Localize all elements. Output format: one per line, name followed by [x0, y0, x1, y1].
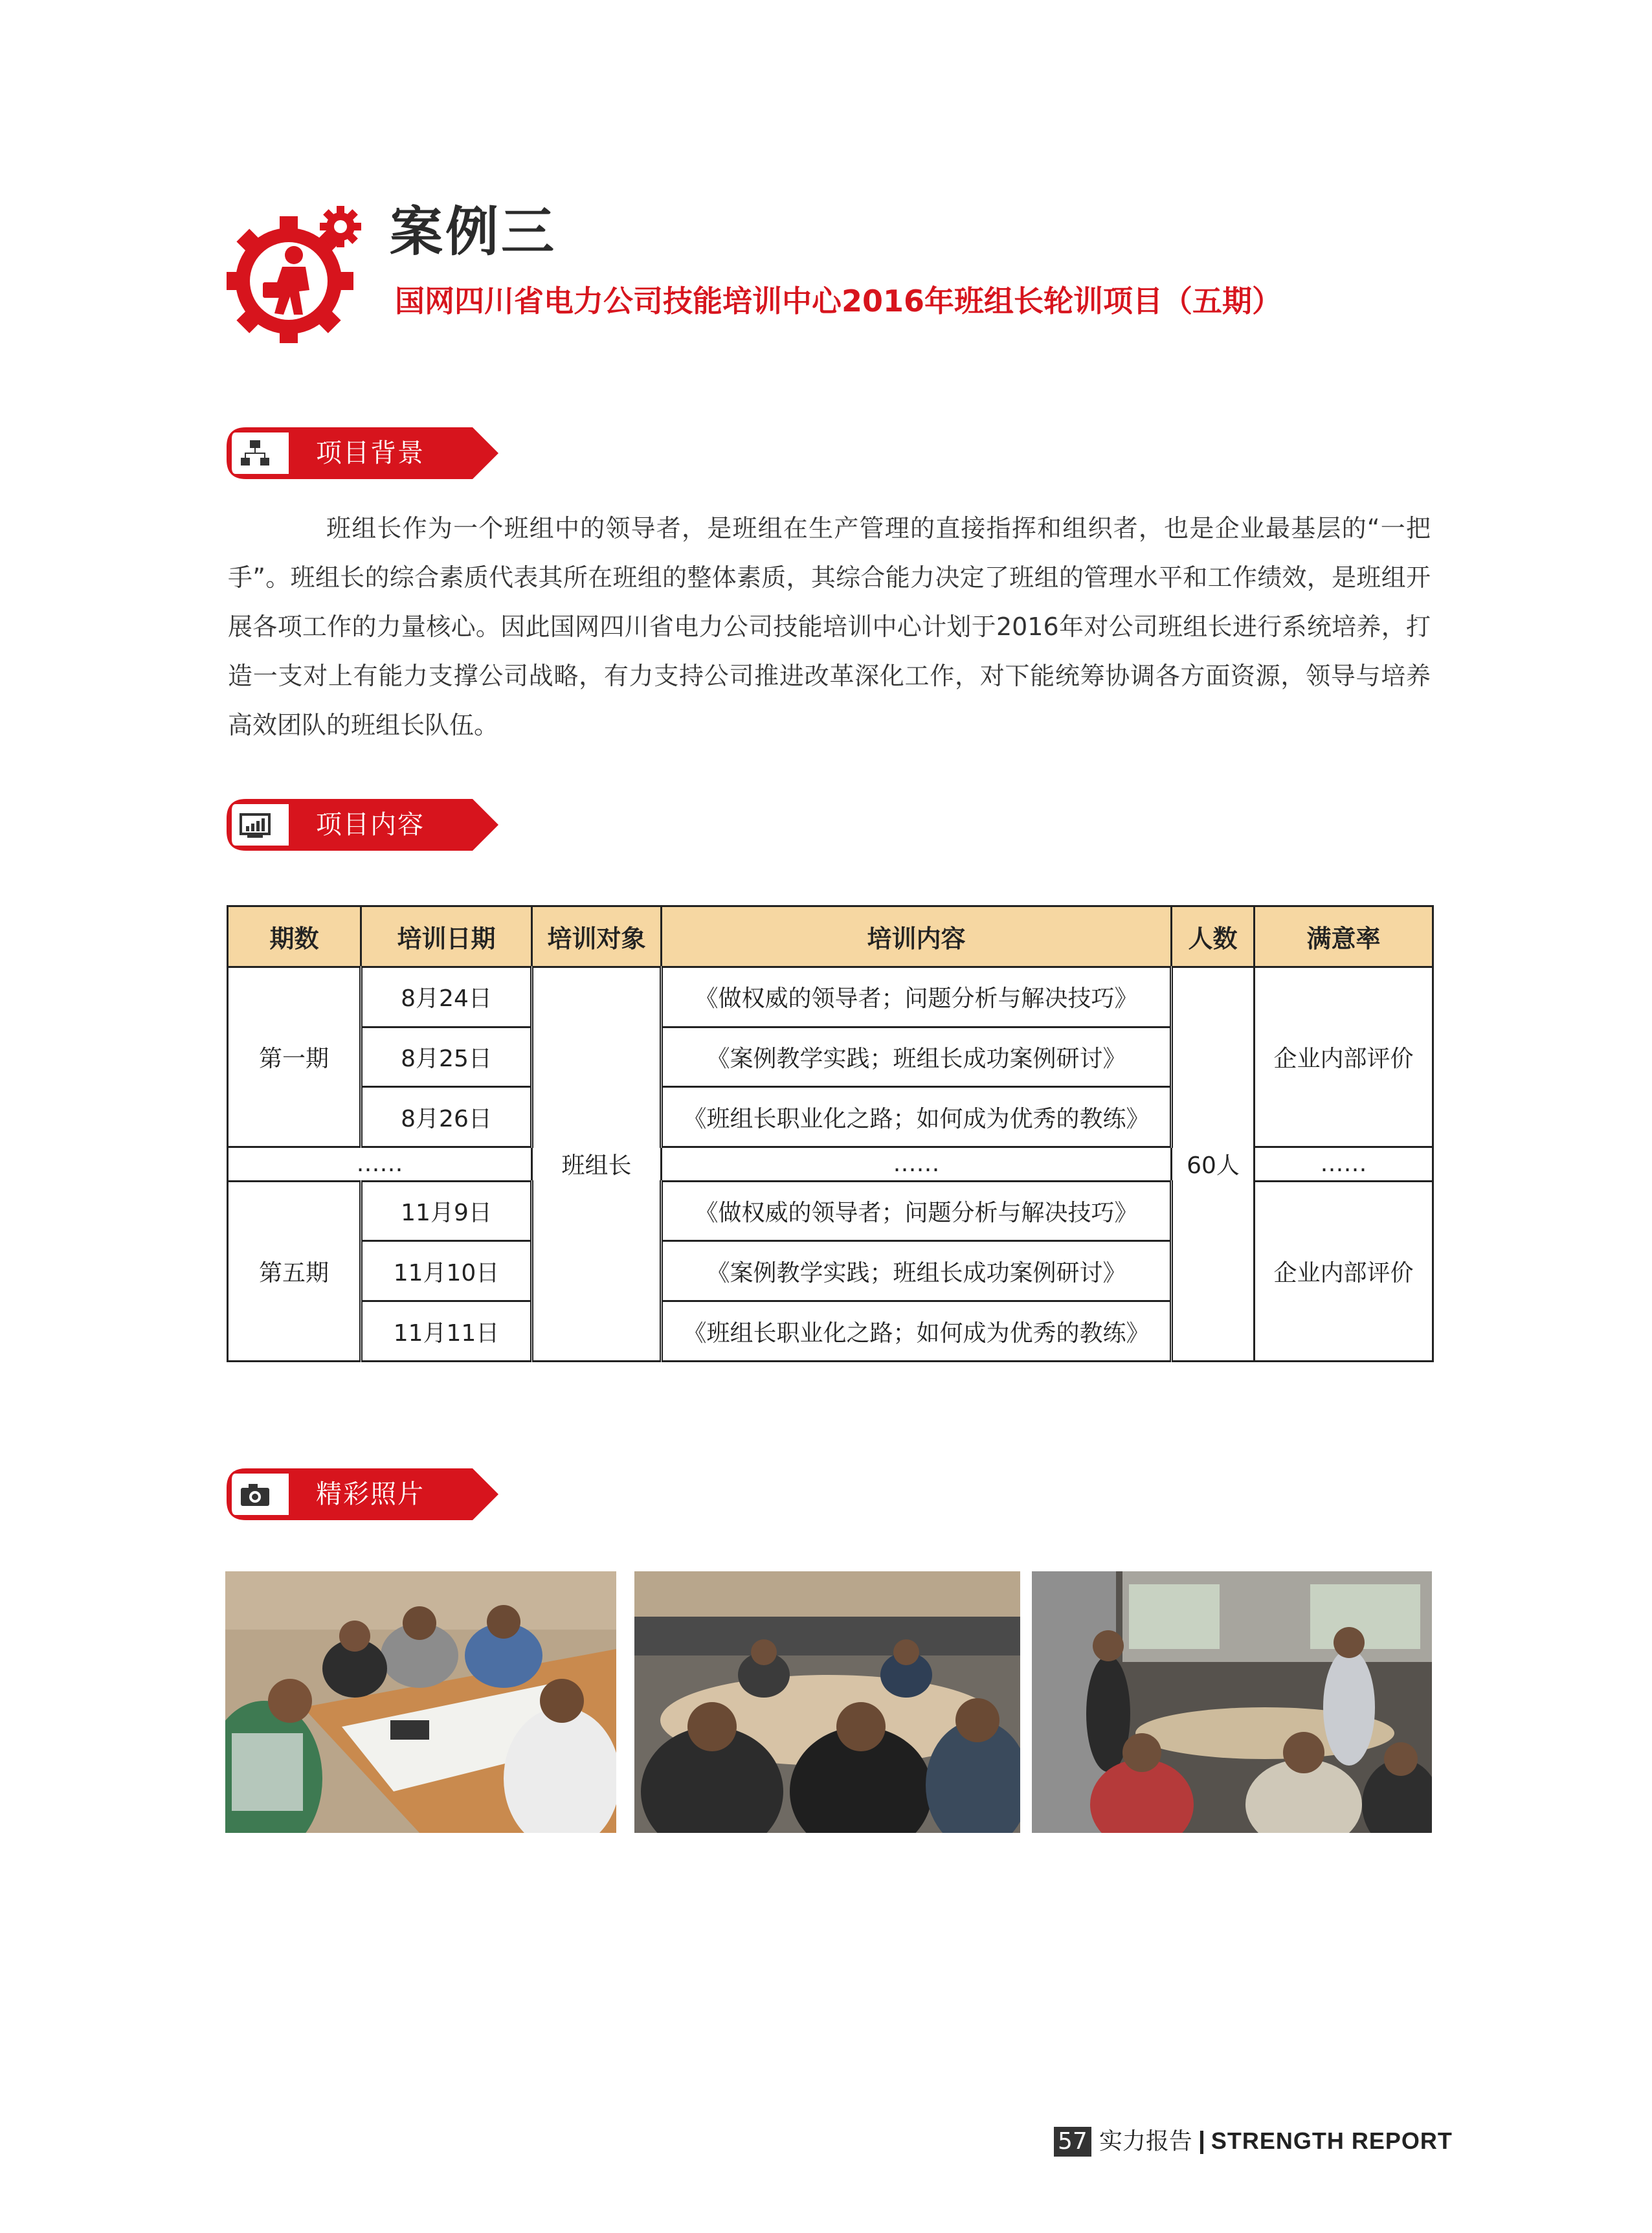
training-photo-2 — [634, 1571, 1020, 1833]
date-cell: 8月26日 — [361, 1087, 532, 1147]
background-text: 班组长作为一个班组中的领导者，是班组在生产管理的直接指挥和组织者，也是企业最基层的“一把手”。班组长的综合素质代表其所在班组的整体素质，其综合能力决定了班组的管理水平和工作绩效，是班组开展各项工作的力量核心。因此国网四川省电力公司技能培训中心计划于2016年对公司班组长进行系统培养，打造一支对上有能力支撑公司战略，有力支持公司推进改革深化工作，对下能统筹协调各方面资源，领导与培养高效团队的班组长队伍。 — [228, 514, 1431, 739]
column-header: 满意率 — [1255, 906, 1433, 967]
training-photo-3 — [1032, 1571, 1432, 1833]
content-cell: 《做权威的领导者；问题分析与解决技巧》 — [662, 1181, 1172, 1241]
content-cell: 《做权威的领导者；问题分析与解决技巧》 — [662, 967, 1172, 1027]
page-number: 57 — [1054, 2127, 1091, 2157]
table-header-row — [228, 906, 1433, 967]
content-cell: 《案例教学实践；班组长成功案例研讨》 — [662, 1241, 1172, 1301]
case-subtitle: 国网四川省电力公司技能培训中心2016年班组长轮训项目（五期） — [395, 284, 1282, 319]
bar-chart-monitor-icon — [238, 808, 272, 842]
gear-businessman-logo-icon — [227, 206, 364, 343]
camera-icon — [238, 1477, 272, 1511]
section-label: 项目内容 — [316, 810, 425, 840]
date-cell: 11月10日 — [361, 1241, 532, 1301]
content-cell: 《案例教学实践；班组长成功案例研讨》 — [662, 1027, 1172, 1087]
column-header: 期数 — [228, 906, 361, 967]
footer-title-cn: 实力报告 — [1099, 2128, 1192, 2155]
target-cell: 班组长 — [532, 967, 662, 1361]
ellipsis-cell: …… — [1255, 1147, 1433, 1181]
section-header-photos — [227, 1468, 498, 1520]
phase-cell: 第五期 — [228, 1181, 361, 1361]
date-cell: 8月24日 — [361, 967, 532, 1027]
training-schedule-table — [227, 905, 1434, 1362]
organization-chart-icon — [238, 436, 272, 470]
background-paragraph — [228, 504, 1431, 750]
content-cell: 《班组长职业化之路；如何成为优秀的教练》 — [662, 1301, 1172, 1362]
ellipsis-cell: …… — [228, 1147, 532, 1181]
content-cell: 《班组长职业化之路；如何成为优秀的教练》 — [662, 1087, 1172, 1147]
section-label: 精彩照片 — [316, 1479, 425, 1509]
column-header: 人数 — [1172, 906, 1255, 967]
satisfaction-cell: 企业内部评价 — [1255, 967, 1433, 1147]
date-cell: 11月9日 — [361, 1181, 532, 1241]
count-cell: 60人 — [1172, 967, 1255, 1361]
section-header-content — [227, 799, 498, 851]
section-header-background — [227, 427, 498, 479]
column-header: 培训内容 — [662, 906, 1172, 967]
date-cell: 8月25日 — [361, 1027, 532, 1087]
column-header: 培训对象 — [532, 906, 662, 967]
column-header: 培训日期 — [361, 906, 532, 967]
training-photo-1 — [225, 1571, 616, 1833]
ellipsis-cell: …… — [662, 1147, 1172, 1181]
date-cell: 11月11日 — [361, 1301, 532, 1362]
footer-title-en: STRENGTH REPORT — [1211, 2127, 1453, 2154]
footer-divider — [1200, 2131, 1203, 2154]
table-row — [228, 967, 1433, 1027]
satisfaction-cell: 企业内部评价 — [1255, 1181, 1433, 1361]
phase-cell: 第一期 — [228, 967, 361, 1147]
section-label: 项目背景 — [316, 438, 425, 468]
page-footer — [1054, 2126, 1453, 2156]
case-title: 案例三 — [390, 201, 557, 263]
